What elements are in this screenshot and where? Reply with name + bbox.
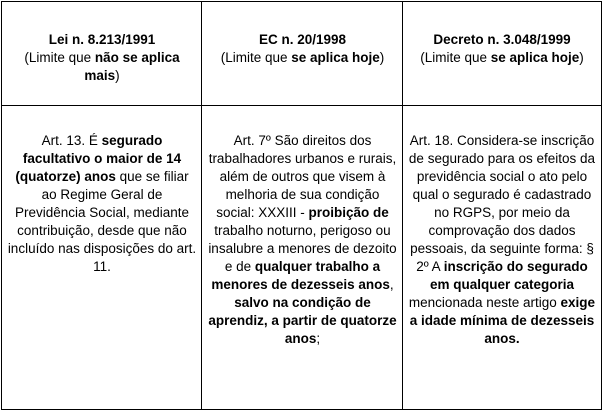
note-prefix: (Limite que bbox=[220, 50, 292, 65]
body-text: Art. 13. É bbox=[41, 133, 102, 148]
note-suffix: ) bbox=[579, 50, 584, 65]
column-divider bbox=[402, 2, 403, 409]
row-divider bbox=[2, 105, 601, 106]
note-prefix: (Limite que bbox=[420, 50, 491, 65]
body-cell-lei bbox=[6, 132, 198, 276]
header-note bbox=[205, 49, 400, 67]
header-cell-decreto bbox=[406, 31, 598, 91]
body-text: Art. 7º São direitos dos trabalhadores urbanos e rurais, além de outros que visem à melhoria de sua condição social: XXXIII - bbox=[208, 133, 397, 220]
body-text-bold: proibição de bbox=[308, 205, 389, 220]
body-text-bold: exige a idade mínima de dezesseis anos. bbox=[409, 295, 596, 346]
body-text-bold: qualquer trabalho a menores de dezesseis anos bbox=[211, 259, 390, 292]
body-text-bold: inscrição do segurado em qualquer categoria bbox=[429, 259, 588, 292]
comparison-table bbox=[1, 1, 602, 410]
header-cell-ec bbox=[205, 31, 400, 91]
note-bold: se aplica hoje bbox=[291, 50, 380, 65]
body-text: , bbox=[389, 277, 394, 292]
body-text: trabalho noturno, perigoso ou insalubre a menores de dezoito e de bbox=[208, 223, 397, 274]
note-suffix: ) bbox=[379, 50, 385, 65]
column-divider bbox=[201, 2, 202, 409]
header-note bbox=[6, 49, 198, 85]
header-cell-lei bbox=[6, 31, 198, 91]
body-text: mencionada neste artigo bbox=[408, 295, 561, 310]
note-suffix: ) bbox=[115, 68, 120, 83]
header-title: Decreto n. 3.048/1999 bbox=[433, 32, 571, 47]
header-title: Lei n. 8.213/1991 bbox=[48, 32, 156, 47]
body-cell-ec bbox=[205, 132, 400, 348]
note-prefix: (Limite que bbox=[24, 50, 95, 65]
header-note bbox=[406, 49, 598, 67]
note-bold: não se aplica mais bbox=[84, 50, 180, 83]
note-bold: se aplica hoje bbox=[490, 50, 580, 65]
body-cell-decreto bbox=[406, 132, 598, 348]
body-text: que se filiar ao Regime Geral de Previdência Social, mediante contribuição, desde que não incluído nas disposições do art. 11. bbox=[7, 169, 197, 274]
body-text: ; bbox=[316, 331, 321, 346]
body-text-bold: salvo na condição de aprendiz, a partir de quatorze anos bbox=[208, 295, 397, 346]
body-text-bold: segurado facultativo o maior de 14 (quatorze) anos bbox=[15, 133, 182, 184]
header-title: EC n. 20/1998 bbox=[258, 32, 347, 47]
body-text: Art. 18. Considera-se inscrição de segurado para os efeitos da previdência social o ato pelo qual o segurado é cadastrado no RGPS, por meio da comprovação dos dados pessoais, da seguinte forma: § 2º A bbox=[408, 133, 596, 274]
